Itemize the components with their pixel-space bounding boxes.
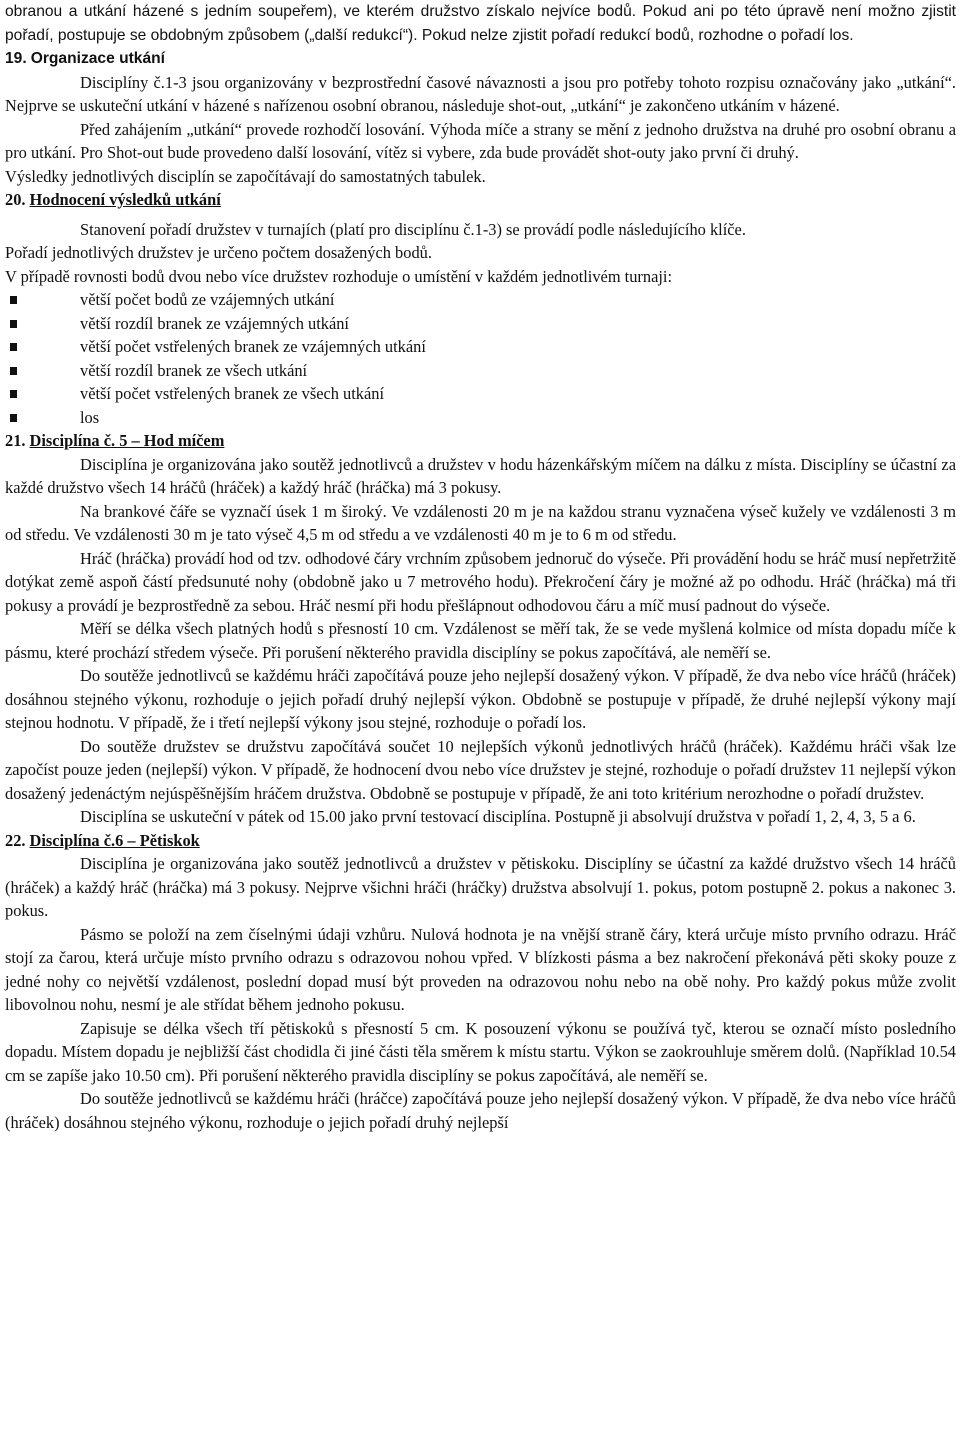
section-22-paragraph-4: Do soutěže jednotlivců se každému hráči (hráčce) započítává pouze jeho nejlepší dosažený výkon. V případě, že dva nebo více hráčů (hráček) dosáhnou stejného výkonu, rozhoduje o jejich pořadí druhý nejlepší: [5, 1089, 956, 1132]
section-21-paragraph-5: Do soutěže jednotlivců se každému hráči započítává pouze jeho nejlepší dosažený výkon. V případě, že dva nebo více hráčů (hráček) dosáhnou stejného výkonu, rozhoduje o jejich pořadí druhý nejlepší výkon. Obdobně se postupuje v případě, že druhé nejlepší výkony mají stejnou hodnotu. V případě, že i třetí nejlepší výkony jsou stejné, rozhoduje o pořadí los.: [5, 666, 956, 732]
section-22-title: Disciplína č.6 – Pětiskok: [29, 830, 200, 850]
section-22-paragraph-2: Pásmo se položí na zem číselnými údaji vzhůru. Nulová hodnota je na vnější straně čáry, která určuje místo prvního odrazu. Hráč stojí za čarou, která určuje místo prvního odrazu s odrazovou nohou vpřed. V blízkosti pásma a bez nakročení překonává pěti skoky pouze z jedné nohy co největší vzdálenost, poslední dopad musí být proveden na odrazovou nohu nebo na obě nohy. Pro každý pokus může zvolit libovolnou nohu, nesmí je ale střídat během jednoho pokusu.: [5, 924, 956, 1014]
square-bullet-icon: [10, 414, 17, 422]
section-19-number: 19.: [5, 50, 27, 67]
section-19-paragraph-3: Výsledky jednotlivých disciplín se započítávají do samostatných tabulek.: [5, 166, 486, 186]
square-bullet-icon: [10, 296, 17, 304]
section-22-paragraph-1: Disciplína je organizována jako soutěž jednotlivců a družstev v pětiskoku. Disciplíny se účastní za každé družstvo všech 14 hráčů (hráček) a každý hráč (hráčka) má 3 pokusy. Nejprve všichni hráči (hráčky) družstva absolvují 1. pokus, potom postupně 2. pokus a nakonec 3. pokus.: [5, 854, 956, 920]
list-item: větší počet vstřelených branek ze vzájemných utkání: [5, 335, 956, 359]
section-20-paragraph-3: V případě rovnosti bodů dvou nebo více družstev rozhoduje o umístění v každém jednotlivém turnaji:: [5, 266, 673, 286]
section-21-title: Disciplína č. 5 – Hod míčem: [29, 431, 225, 450]
tiebreak-list: [5, 288, 956, 429]
list-item: větší rozdíl branek ze vzájemných utkání: [5, 312, 956, 336]
section-19-title: Organizace utkání: [30, 50, 166, 67]
section-21-paragraph-4: Měří se délka všech platných hodů s přesností 10 cm. Vzdálenost se měří tak, že se vede myšlená kolmice od místa dopadu míče k pásmu, které prochází středem výseče. Při porušení některého pravidla disciplíny se pokus započítává, ale neměří se.: [5, 619, 956, 662]
section-20-title: Hodnocení výsledků utkání: [29, 190, 221, 209]
list-item: los: [5, 406, 956, 430]
section-20-number: 20.: [5, 190, 26, 209]
section-19-paragraph-1: Disciplíny č.1-3 jsou organizovány v bezprostřední časové návaznosti a jsou pro potřeby tohoto rozpisu označovány jako „utkání“. Nejprve se uskuteční utkání v házené s nařízenou osobní obranou, následuje shot-out, „utkání“ je zakončeno utkáním v házené.: [5, 72, 956, 115]
list-item: větší rozdíl branek ze všech utkání: [5, 359, 956, 383]
section-22-number: 22.: [5, 830, 26, 850]
intro-paragraph: obranou a utkání házené s jedním soupeřem), ve kterém družstvo získalo nejvíce bodů. Pokud ani po této úpravě není možno zjistit pořadí, postupuje se obdobným způsobem („další redukcí“). Pokud nelze zjistit pořadí redukcí bodů, rozhodne o pořadí los.: [5, 3, 956, 44]
section-21-heading: [5, 429, 956, 453]
section-22-paragraph-3: Zapisuje se délka všech tří pětiskoků s přesností 5 cm. K posouzení výkonu se používá tyč, kterou se označí místo posledního dopadu. Místem dopadu je nejbližší část chodidla či jiné části těla směrem k místu startu. Výkon se zaokrouhluje směrem dolů. (Například 10.54 cm se zapíše jako 10.50 cm). Při porušení některého pravidla disciplíny se pokus započítává, ale neměří se.: [5, 1018, 956, 1085]
section-20-paragraph-2: Pořadí jednotlivých družstev je určeno počtem dosažených bodů.: [5, 243, 432, 262]
section-20-heading: [5, 188, 956, 212]
section-19-paragraph-2: Před zahájením „utkání“ provede rozhodčí losování. Výhoda míče a strany se mění z jednoho družstva na druhé pro osobní obranu a pro utkání. Pro Shot-out bude provedeno další losování, vítěz si vybere, zda bude provádět shot-outy jako první či druhý.: [5, 119, 956, 162]
section-20-paragraph-1: Stanovení pořadí družstev v turnajích (platí pro disciplínu č.1-3) se provádí podle následujícího klíče.: [80, 219, 746, 239]
section-21-paragraph-6: Do soutěže družstev se družstvu započítává součet 10 nejlepších výkonů jednotlivých hráčů (hráček). Každému hráči však lze započíst pouze jeden (nejlepší) výkon. V případě, že hodnocení dvou nebo více družstev je stejné, rozhoduje o pořadí družstev 11 nejlepší výkon dosažený jedenáctým nejúspěšnějším hráčem družstva. Obdobně se postupuje v případě, že ani toto kritérium nerozhodne o pořadí družstev.: [5, 736, 956, 803]
list-item: větší počet bodů ze vzájemných utkání: [5, 288, 956, 312]
square-bullet-icon: [10, 343, 17, 351]
square-bullet-icon: [10, 320, 17, 328]
square-bullet-icon: [10, 367, 17, 375]
section-21-paragraph-2: Na brankové čáře se vyznačí úsek 1 m široký. Ve vzdálenosti 20 m je na každou stranu vyznačena výseč kužely ve vzdálenosti 3 m od středu. Ve vzdálenosti 30 m je tato výseč 4,5 m od středu a ve vzdálenosti 40 m je to 6 m od středu.: [5, 501, 956, 544]
section-21-paragraph-3: Hráč (hráčka) provádí hod od tzv. odhodové čáry vrchním způsobem jednoruč do výseče. Při provádění hodu se hráč musí nepřetržitě dotýkat země aspoň částí předsunuté nohy (obdobně jako u 7 metrového hodu). Překročení čáry je možné až po odhodu. Hráč (hráčka) má tři pokusy a provádí je bezprostředně za sebou. Hráč nesmí při hodu přešlápnout odhodovou čáru a míč musí padnout do výseče.: [5, 548, 956, 615]
section-21-number: 21.: [5, 431, 26, 450]
list-item: větší počet vstřelených branek ze všech utkání: [5, 382, 956, 406]
section-21-paragraph-1: Disciplína je organizována jako soutěž jednotlivců a družstev v hodu házenkářským míčem na dálku z místa. Disciplíny se účastní za každé družstvo všech 14 hráčů (hráček) a každý hráč (hráčka) má 3 pokusy.: [5, 454, 956, 497]
section-22-heading: [5, 829, 956, 853]
square-bullet-icon: [10, 390, 17, 398]
section-19-heading: [5, 47, 956, 71]
section-21-paragraph-7: Disciplína se uskuteční v pátek od 15.00 jako první testovací disciplína. Postupně ji absolvují družstva v pořadí 1, 2, 4, 3, 5 a 6.: [80, 807, 916, 826]
